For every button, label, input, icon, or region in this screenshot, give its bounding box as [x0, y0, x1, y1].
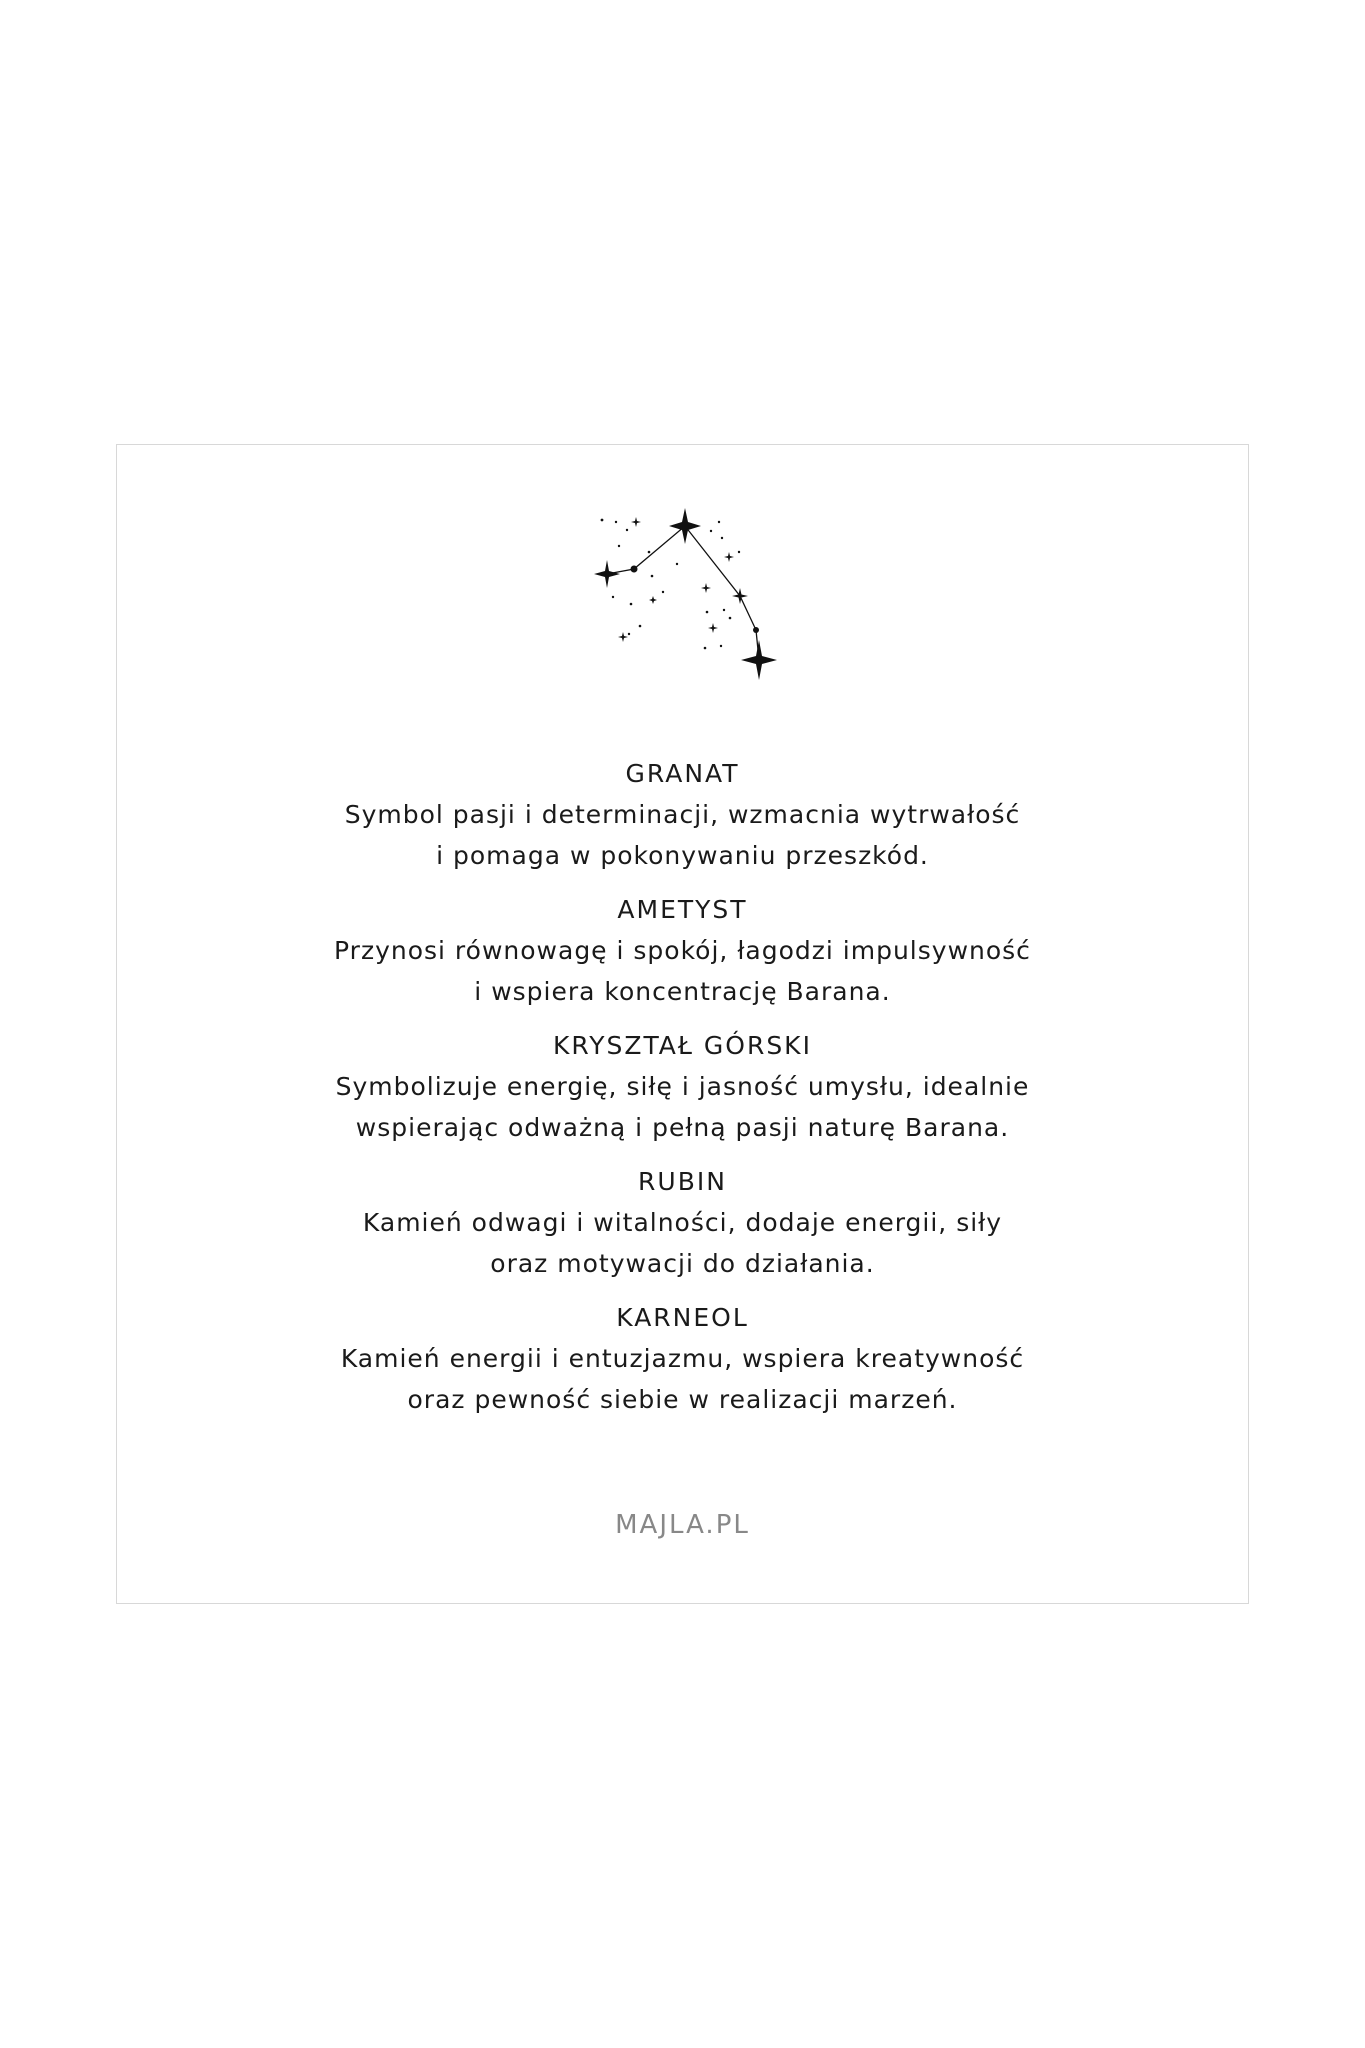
stone-description-line: i pomaga w pokonywaniu przeszkód.: [436, 841, 929, 870]
stone-description-line: oraz pewność siebie w realizacji marzeń.: [407, 1385, 958, 1414]
stone-name: KARNEOL: [616, 1303, 749, 1332]
stone-karneol: [116, 1298, 1249, 1420]
aries-constellation-icon: [589, 500, 789, 685]
stone-description-line: Symbolizuje energię, siłę i jasność umysłu, idealnie: [335, 1072, 1030, 1101]
stone-name: GRANAT: [625, 759, 740, 788]
stone-description-line: Symbol pasji i determinacji, wzmacnia wytrwałość: [344, 800, 1021, 829]
stone-description-line: Kamień odwagi i witalności, dodaje energii, siły: [362, 1208, 1003, 1237]
stone-name: KRYSZTAŁ GÓRSKI: [553, 1031, 812, 1060]
stones-list: [116, 754, 1249, 1434]
stone-description-line: oraz motywacji do działania.: [490, 1249, 875, 1278]
stone-rubin: [116, 1162, 1249, 1284]
stone-description-line: Przynosi równowagę i spokój, łagodzi impulsywność: [334, 936, 1031, 965]
stone-name: AMETYST: [617, 895, 748, 924]
stone-description-line: Kamień energii i entuzjazmu, wspiera kreatywność: [340, 1344, 1025, 1373]
stone-name: RUBIN: [638, 1167, 727, 1196]
stone-ametyst: [116, 890, 1249, 1012]
stone-krysztal-gorski: [116, 1026, 1249, 1148]
stone-granat: [116, 754, 1249, 876]
stone-description-line: wspierając odważną i pełną pasji naturę Barana.: [355, 1113, 1010, 1142]
stone-description-line: i wspiera koncentrację Barana.: [474, 977, 891, 1006]
brand-name: MAJLA.PL: [615, 1510, 750, 1540]
